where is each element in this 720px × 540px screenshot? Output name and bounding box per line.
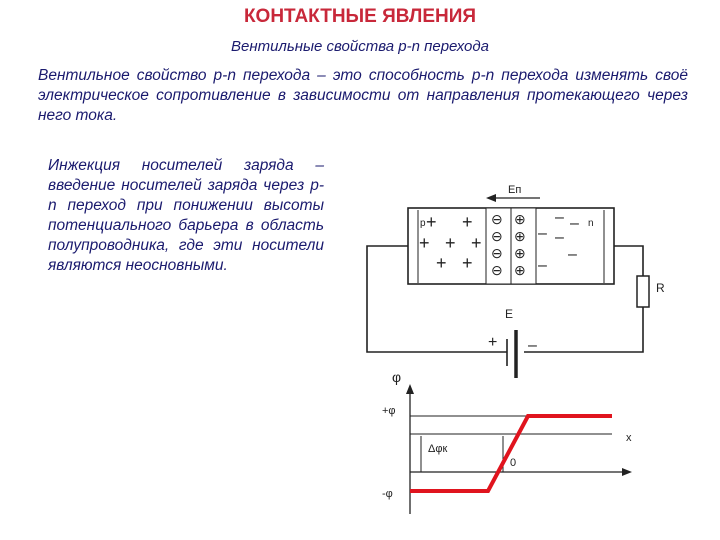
x-axis-arrow: [622, 468, 632, 476]
donor-ion: ⊕: [514, 228, 526, 244]
hole-charge: +: [471, 233, 482, 253]
battery-minus-sign: –: [528, 337, 537, 354]
source-label: E: [505, 307, 514, 321]
electron-charge: –: [538, 225, 547, 242]
hole-charge: +: [445, 233, 456, 253]
resistor-label: R: [656, 281, 665, 295]
definition-paragraph: Вентильное свойство p-n перехода – это способность p-n перехода изменять своё электрическое сопротивление в зависимости от направления протекающего через него тока.: [38, 67, 688, 124]
donor-ion: ⊕: [514, 245, 526, 261]
minus-phi-label: -φ: [382, 488, 393, 500]
hole-charge: +: [436, 253, 447, 273]
hole-charge: +: [462, 212, 473, 232]
hole-charge: +: [419, 233, 430, 253]
hole-charge: +: [462, 253, 473, 273]
p-region-label: p: [420, 218, 426, 229]
delta-phi-label: Δφк: [428, 443, 448, 455]
resistor: [637, 276, 665, 307]
donor-ion: ⊕: [514, 262, 526, 278]
plus-phi-label: +φ: [382, 405, 396, 417]
battery-plus-sign: +: [488, 334, 498, 351]
acceptor-ion: ⊖: [491, 262, 503, 278]
acceptor-ion: ⊖: [491, 211, 503, 227]
electron-charge: –: [568, 246, 577, 263]
acceptor-ion: ⊖: [491, 228, 503, 244]
injection-paragraph: Инжекция носителей заряда – введение носителей заряда через p-n переход при понижении высоты потенциального барьера в область полупроводника, где эти носители являются неосновными.: [48, 157, 324, 274]
origin-label: 0: [510, 457, 517, 469]
acceptor-ion: ⊖: [491, 245, 503, 261]
phi-axis-label: φ: [392, 369, 402, 385]
field-label: Eп: [508, 184, 522, 196]
field-arrow: [486, 184, 540, 202]
electron-charge: –: [555, 229, 564, 246]
page-subtitle: Вентильные свойства p-n перехода: [230, 38, 490, 55]
electron-charge: –: [555, 209, 564, 226]
page-title: КОНТАКТНЫЕ ЯВЛЕНИЯ: [243, 6, 477, 27]
hole-charge: +: [426, 212, 437, 232]
donor-ion: ⊕: [514, 211, 526, 227]
n-region-label: n: [588, 218, 594, 229]
potential-graph: [382, 369, 632, 514]
phi-axis-arrow: [406, 384, 414, 394]
electron-charge: –: [570, 215, 579, 232]
electron-charge: –: [538, 257, 547, 274]
x-axis-label: x: [626, 432, 632, 444]
battery: [488, 307, 537, 378]
